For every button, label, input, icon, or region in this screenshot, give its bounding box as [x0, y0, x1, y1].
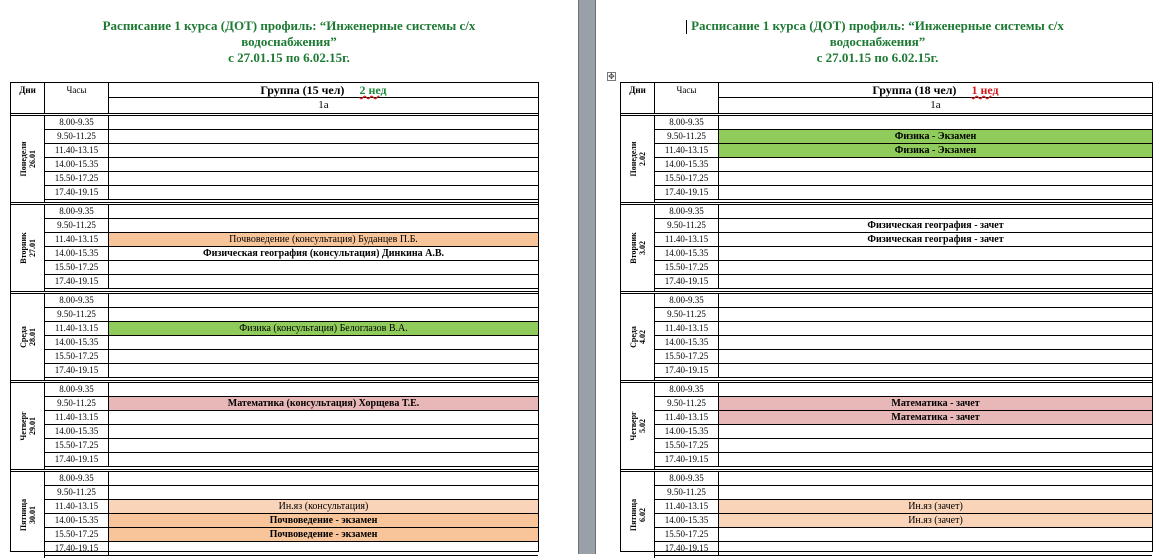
table-row: [45, 364, 538, 378]
title-line-3: с 27.01.15 по 6.02.15г.: [228, 50, 350, 65]
page-divider: [578, 0, 596, 554]
event-cell[interactable]: [719, 336, 1152, 350]
day-label: [621, 472, 655, 558]
time-cell: 9.50-11.25: [655, 130, 719, 144]
time-cell: 8.00-9.35: [45, 205, 109, 219]
event-cell[interactable]: [719, 308, 1152, 322]
event-cell[interactable]: [719, 172, 1152, 186]
event-cell[interactable]: [109, 336, 538, 350]
time-cell: 14.00-15.35: [655, 336, 719, 350]
time-cell: 9.50-11.25: [45, 219, 109, 233]
table-row: [45, 308, 538, 322]
week-label: 1 нед: [971, 83, 999, 97]
document-page-left: [0, 0, 578, 554]
day-block: [11, 380, 538, 469]
time-cell: 9.50-11.25: [45, 308, 109, 322]
day-label-text: Пятница 6.02: [628, 498, 647, 532]
event-cell[interactable]: [719, 116, 1152, 130]
time-cell: 15.50-17.25: [45, 528, 109, 542]
day-block: [11, 291, 538, 380]
day-block: [621, 380, 1152, 469]
schedule-title: [0, 18, 578, 66]
table-row: [655, 219, 1152, 233]
table-row: [45, 172, 538, 186]
event-cell[interactable]: [109, 294, 538, 308]
day-block: [621, 469, 1152, 558]
time-cell: 15.50-17.25: [655, 261, 719, 275]
time-cell: 17.40-19.15: [45, 364, 109, 378]
header-group: [109, 83, 538, 98]
time-cell: 15.50-17.25: [655, 439, 719, 453]
time-cell: 11.40-13.15: [655, 411, 719, 425]
event-cell[interactable]: [109, 383, 538, 397]
table-row: [45, 294, 538, 308]
table-row: [45, 186, 538, 200]
day-label-text: Четверг 5.02: [628, 411, 647, 441]
event-cell[interactable]: [109, 453, 538, 467]
event-cell[interactable]: [719, 364, 1152, 378]
time-cell: 8.00-9.35: [655, 472, 719, 486]
header-hours: Часы: [655, 83, 719, 113]
day-label-text: Понедели 2.02: [628, 141, 647, 177]
event-cell[interactable]: [109, 411, 538, 425]
time-cell: 9.50-11.25: [45, 397, 109, 411]
day-label: [11, 472, 45, 558]
time-cell: 11.40-13.15: [655, 233, 719, 247]
event-cell[interactable]: [109, 308, 538, 322]
day-label: [11, 205, 45, 291]
time-cell: 9.50-11.25: [655, 486, 719, 500]
table-row: [655, 439, 1152, 453]
header-hours: Часы: [45, 83, 109, 113]
table-row: [655, 411, 1152, 425]
table-row: [655, 528, 1152, 542]
event-cell[interactable]: [719, 186, 1152, 200]
time-cell: 17.40-19.15: [45, 275, 109, 289]
event-cell[interactable]: [109, 186, 538, 200]
schedule-table: [620, 82, 1153, 552]
table-header: [11, 83, 538, 113]
event-cell[interactable]: [719, 350, 1152, 364]
day-label-text: Пятница 30.01: [18, 498, 37, 532]
time-cell: 11.40-13.15: [45, 322, 109, 336]
day-label-text: Среда 4.02: [628, 326, 647, 348]
time-cell: 11.40-13.15: [655, 144, 719, 158]
table-row: [45, 350, 538, 364]
event-cell[interactable]: [109, 116, 538, 130]
title-line-1: Расписание 1 курса (ДОТ) профиль: “Инженерные системы с/х: [102, 18, 476, 33]
table-row: [655, 172, 1152, 186]
event-cell[interactable]: Математика - зачет: [719, 411, 1152, 425]
time-cell: 8.00-9.35: [655, 294, 719, 308]
time-cell: 14.00-15.35: [45, 336, 109, 350]
time-cell: 14.00-15.35: [655, 514, 719, 528]
day-block: [621, 202, 1152, 291]
day-block: [11, 202, 538, 291]
event-cell[interactable]: [719, 322, 1152, 336]
table-row: [45, 472, 538, 486]
table-row: [45, 514, 538, 528]
event-cell[interactable]: [109, 425, 538, 439]
table-row: [655, 383, 1152, 397]
table-row: [45, 322, 538, 336]
day-block: [11, 113, 538, 202]
time-cell: 8.00-9.35: [45, 383, 109, 397]
table-row: [655, 144, 1152, 158]
time-cell: 14.00-15.35: [45, 425, 109, 439]
day-label: [621, 205, 655, 291]
day-label: [11, 383, 45, 469]
table-row: [655, 486, 1152, 500]
table-row: [655, 322, 1152, 336]
time-cell: 15.50-17.25: [45, 439, 109, 453]
table-row: [45, 383, 538, 397]
time-cell: 9.50-11.25: [45, 486, 109, 500]
header-days: Дни: [621, 83, 655, 113]
table-row: [655, 158, 1152, 172]
time-cell: 17.40-19.15: [655, 453, 719, 467]
event-cell[interactable]: [719, 247, 1152, 261]
time-cell: 11.40-13.15: [45, 411, 109, 425]
header-group: [719, 83, 1152, 98]
time-cell: 8.00-9.35: [655, 383, 719, 397]
event-cell[interactable]: [719, 439, 1152, 453]
day-label: [621, 116, 655, 202]
table-row: [45, 439, 538, 453]
table-row: [655, 514, 1152, 528]
time-cell: 9.50-11.25: [655, 308, 719, 322]
time-cell: 11.40-13.15: [45, 500, 109, 514]
day-label-text: Понедели 26.01: [18, 141, 37, 177]
text-cursor: [686, 20, 687, 34]
table-row: [45, 486, 538, 500]
table-row: [45, 528, 538, 542]
event-cell[interactable]: [719, 261, 1152, 275]
header-days: Дни: [11, 83, 45, 113]
event-cell[interactable]: [719, 486, 1152, 500]
event-cell[interactable]: [719, 383, 1152, 397]
time-cell: 17.40-19.15: [655, 364, 719, 378]
table-row: [655, 233, 1152, 247]
day-label: [11, 116, 45, 202]
table-row: [655, 275, 1152, 289]
event-cell[interactable]: Ин.яз (зачет): [719, 500, 1152, 514]
time-cell: 9.50-11.25: [655, 397, 719, 411]
schedule-table: [10, 82, 539, 552]
day-label-text: Четверг 29.01: [18, 411, 37, 441]
table-row: [655, 336, 1152, 350]
time-cell: 17.40-19.15: [655, 186, 719, 200]
table-row: [655, 247, 1152, 261]
day-label-text: Вторник 3.02: [628, 232, 647, 264]
time-cell: 15.50-17.25: [45, 350, 109, 364]
title-line-3: с 27.01.15 по 6.02.15г.: [816, 50, 939, 65]
table-row: [655, 294, 1152, 308]
time-cell: 8.00-9.35: [45, 294, 109, 308]
time-cell: 15.50-17.25: [655, 528, 719, 542]
event-cell[interactable]: [109, 261, 538, 275]
event-cell[interactable]: [719, 425, 1152, 439]
table-row: [45, 425, 538, 439]
table-header: [621, 83, 1152, 113]
document-page-right: [596, 0, 1159, 554]
time-cell: 15.50-17.25: [45, 172, 109, 186]
day-label: [621, 383, 655, 469]
table-row: [45, 158, 538, 172]
event-cell[interactable]: [109, 172, 538, 186]
event-cell[interactable]: Почвоведение - экзамен: [109, 514, 538, 528]
day-label-text: Среда 28.01: [18, 326, 37, 348]
table-row: [45, 500, 538, 514]
table-row: [45, 397, 538, 411]
event-cell[interactable]: Физическая география - зачет: [719, 219, 1152, 233]
time-cell: 15.50-17.25: [655, 172, 719, 186]
time-cell: 8.00-9.35: [655, 116, 719, 130]
event-cell[interactable]: Ин.яз (зачет): [719, 514, 1152, 528]
subgroup-label: 1а: [318, 99, 329, 111]
time-cell: 9.50-11.25: [45, 130, 109, 144]
title-line-2: водоснабжения”: [241, 34, 337, 49]
event-cell[interactable]: [109, 205, 538, 219]
table-row: [655, 397, 1152, 411]
event-cell[interactable]: [109, 219, 538, 233]
table-row: [45, 453, 538, 467]
event-cell[interactable]: [719, 294, 1152, 308]
event-cell[interactable]: Физическая география (консультация) Динкина А.В.: [109, 247, 538, 261]
time-cell: 14.00-15.35: [45, 158, 109, 172]
event-cell[interactable]: [109, 158, 538, 172]
time-cell: 11.40-13.15: [655, 322, 719, 336]
time-cell: 11.40-13.15: [655, 500, 719, 514]
day-label: [11, 294, 45, 380]
event-cell[interactable]: [109, 144, 538, 158]
schedule-title: [596, 18, 1159, 66]
time-cell: 17.40-19.15: [45, 542, 109, 556]
table-row: [655, 364, 1152, 378]
time-cell: 14.00-15.35: [655, 247, 719, 261]
time-cell: 8.00-9.35: [45, 472, 109, 486]
time-cell: 11.40-13.15: [45, 233, 109, 247]
time-cell: 14.00-15.35: [45, 514, 109, 528]
event-cell[interactable]: [719, 205, 1152, 219]
event-cell[interactable]: [109, 275, 538, 289]
event-cell[interactable]: [109, 486, 538, 500]
event-cell[interactable]: Физика (консультация) Белоглазов В.А.: [109, 322, 538, 336]
event-cell[interactable]: [109, 439, 538, 453]
time-cell: 8.00-9.35: [45, 116, 109, 130]
time-cell: 14.00-15.35: [45, 247, 109, 261]
group-label: Группа (15 чел): [260, 83, 345, 97]
event-cell[interactable]: [719, 528, 1152, 542]
table-row: [45, 116, 538, 130]
time-cell: 17.40-19.15: [655, 275, 719, 289]
day-block: [621, 113, 1152, 202]
table-row: [45, 205, 538, 219]
day-label-text: Вторник 27.01: [18, 232, 37, 264]
table-row: [45, 336, 538, 350]
table-row: [655, 472, 1152, 486]
event-cell[interactable]: Физическая география - зачет: [719, 233, 1152, 247]
time-cell: 15.50-17.25: [45, 261, 109, 275]
table-row: [45, 247, 538, 261]
event-cell[interactable]: [719, 472, 1152, 486]
time-cell: 9.50-11.25: [655, 219, 719, 233]
title-line-2: водоснабжения”: [829, 34, 926, 49]
event-cell[interactable]: Почвоведение (консультация) Буданцев П.Б.: [109, 233, 538, 247]
time-cell: 8.00-9.35: [655, 205, 719, 219]
table-row: [45, 261, 538, 275]
week-label: 2 нед: [359, 83, 387, 97]
table-row: [45, 275, 538, 289]
subgroup-label: 1а: [930, 99, 941, 111]
table-row: [655, 308, 1152, 322]
table-row: [655, 425, 1152, 439]
table-row: [655, 350, 1152, 364]
table-row: [45, 233, 538, 247]
time-cell: 14.00-15.35: [655, 425, 719, 439]
event-cell[interactable]: [109, 130, 538, 144]
table-row: [655, 116, 1152, 130]
day-label: [621, 294, 655, 380]
event-cell[interactable]: Математика (консультация) Хорщева Т.Е.: [109, 397, 538, 411]
time-cell: 17.40-19.15: [655, 542, 719, 556]
table-row: [45, 130, 538, 144]
event-cell[interactable]: [109, 364, 538, 378]
event-cell[interactable]: [109, 472, 538, 486]
event-cell[interactable]: Физика - Экзамен: [719, 130, 1152, 144]
time-cell: 15.50-17.25: [655, 350, 719, 364]
event-cell[interactable]: Физика - Экзамен: [719, 144, 1152, 158]
event-cell[interactable]: [109, 350, 538, 364]
table-row: [45, 219, 538, 233]
event-cell[interactable]: [719, 453, 1152, 467]
time-cell: 17.40-19.15: [45, 186, 109, 200]
event-cell[interactable]: Ин.яз (консультация): [109, 500, 538, 514]
table-row: [45, 411, 538, 425]
table-row: [45, 144, 538, 158]
time-cell: 14.00-15.35: [655, 158, 719, 172]
table-row: [655, 186, 1152, 200]
event-cell[interactable]: Математика - зачет: [719, 397, 1152, 411]
table-row: [655, 130, 1152, 144]
table-row: [655, 205, 1152, 219]
group-label: Группа (18 чел): [872, 83, 957, 97]
event-cell[interactable]: [719, 158, 1152, 172]
time-cell: 11.40-13.15: [45, 144, 109, 158]
day-block: [11, 469, 538, 558]
event-cell[interactable]: [719, 275, 1152, 289]
table-row: [655, 261, 1152, 275]
table-row: [655, 453, 1152, 467]
event-cell[interactable]: Почвоведение - экзамен: [109, 528, 538, 542]
day-block: [621, 291, 1152, 380]
table-row: [655, 500, 1152, 514]
time-cell: 17.40-19.15: [45, 453, 109, 467]
title-line-1: Расписание 1 курса (ДОТ) профиль: “Инженерные системы с/х: [691, 18, 1064, 33]
table-move-handle-icon[interactable]: ✥: [608, 72, 615, 81]
